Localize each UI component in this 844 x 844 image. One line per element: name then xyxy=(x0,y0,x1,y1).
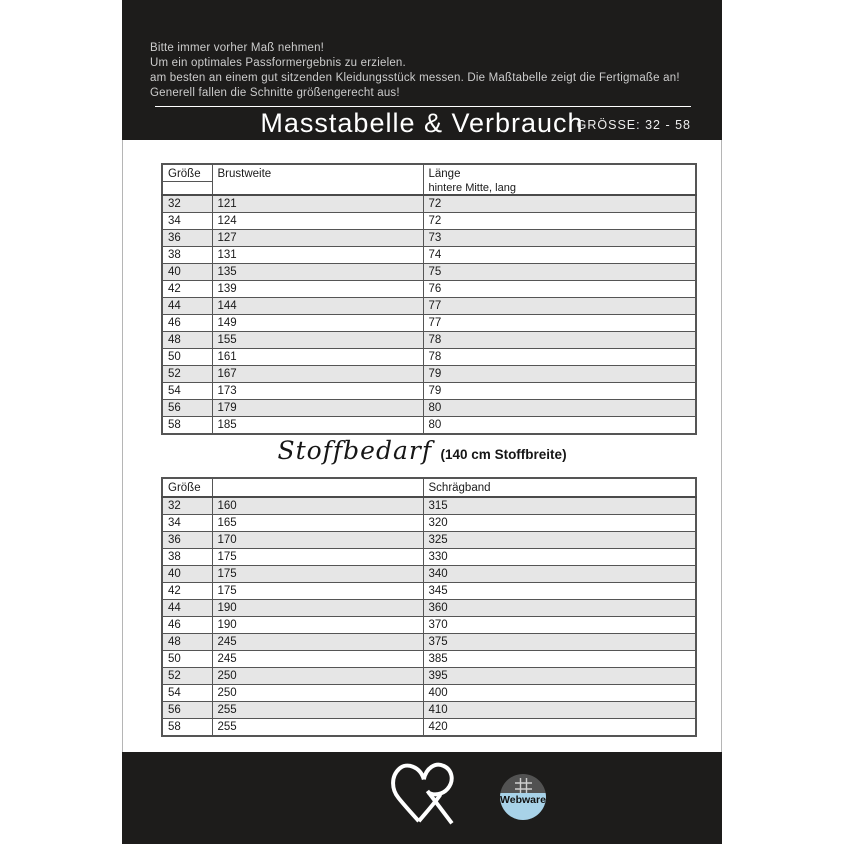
table-cell: 320 xyxy=(423,515,696,532)
table-cell: 40 xyxy=(162,566,212,583)
table-row xyxy=(162,668,696,685)
measurement-table-body xyxy=(162,195,696,434)
table-cell: 250 xyxy=(212,668,423,685)
table-cell: 155 xyxy=(212,332,423,349)
measurement-table-header-row xyxy=(162,164,696,195)
column-header-bias-tape: Schrägband xyxy=(423,478,696,497)
table-cell: 46 xyxy=(162,617,212,634)
table-cell: 58 xyxy=(162,417,212,435)
size-range-label: GRÖSSE: 32 - 58 xyxy=(576,118,691,132)
table-cell: 48 xyxy=(162,332,212,349)
table-cell: 40 xyxy=(162,264,212,281)
table-cell: 250 xyxy=(212,685,423,702)
fabric-section-script-title: Stoffbedarf xyxy=(277,436,433,465)
fabric-section-title xyxy=(123,436,721,465)
table-cell: 131 xyxy=(212,247,423,264)
table-cell: 160 xyxy=(212,497,423,515)
table-cell: 190 xyxy=(212,600,423,617)
table-cell: 370 xyxy=(423,617,696,634)
table-row xyxy=(162,281,696,298)
table-cell: 175 xyxy=(212,583,423,600)
table-cell: 36 xyxy=(162,532,212,549)
table-cell: 144 xyxy=(212,298,423,315)
table-cell: 149 xyxy=(212,315,423,332)
note-line: Generell fallen die Schnitte größengerecht aus! xyxy=(150,87,400,99)
table-row xyxy=(162,515,696,532)
measurement-notes xyxy=(150,41,680,101)
table-cell: 385 xyxy=(423,651,696,668)
table-cell: 77 xyxy=(423,298,696,315)
webware-badge xyxy=(500,774,546,820)
table-cell: 139 xyxy=(212,281,423,298)
column-header-length xyxy=(423,164,696,195)
table-row xyxy=(162,583,696,600)
table-cell: 179 xyxy=(212,400,423,417)
table-cell: 74 xyxy=(423,247,696,264)
table-cell: 127 xyxy=(212,230,423,247)
table-cell: 42 xyxy=(162,281,212,298)
table-cell: 73 xyxy=(423,230,696,247)
table-cell: 54 xyxy=(162,685,212,702)
table-cell: 170 xyxy=(212,532,423,549)
table-cell: 32 xyxy=(162,195,212,213)
table-cell: 52 xyxy=(162,668,212,685)
table-row xyxy=(162,634,696,651)
table-cell: 80 xyxy=(423,417,696,435)
table-row xyxy=(162,651,696,668)
table-cell: 56 xyxy=(162,400,212,417)
table-row xyxy=(162,702,696,719)
footer-bar xyxy=(122,752,722,844)
table-row xyxy=(162,383,696,400)
table-row xyxy=(162,349,696,366)
table-row xyxy=(162,264,696,281)
table-row xyxy=(162,298,696,315)
table-row xyxy=(162,497,696,515)
table-cell: 135 xyxy=(212,264,423,281)
table-cell: 124 xyxy=(212,213,423,230)
table-row xyxy=(162,600,696,617)
header-bar xyxy=(122,0,722,140)
fabric-table xyxy=(161,477,697,737)
table-row xyxy=(162,549,696,566)
title-bar xyxy=(122,108,722,140)
fabric-table-header-row xyxy=(162,478,696,497)
table-cell: 175 xyxy=(212,566,423,583)
table-cell: 34 xyxy=(162,515,212,532)
table-cell: 76 xyxy=(423,281,696,298)
page-title: Masstabelle & Verbrauch xyxy=(260,108,584,138)
table-cell: 50 xyxy=(162,349,212,366)
page-body xyxy=(122,140,722,752)
table-cell: 46 xyxy=(162,315,212,332)
table-cell: 78 xyxy=(423,332,696,349)
table-cell: 77 xyxy=(423,315,696,332)
table-cell: 44 xyxy=(162,600,212,617)
table-cell: 255 xyxy=(212,719,423,737)
column-header-length-line2: hintere Mitte, lang xyxy=(428,182,516,194)
column-header-length-line1: Länge xyxy=(428,168,461,180)
column-header-empty xyxy=(212,478,423,497)
table-cell: 48 xyxy=(162,634,212,651)
column-header-size-label: Größe xyxy=(163,165,212,182)
table-cell: 245 xyxy=(212,634,423,651)
table-cell: 44 xyxy=(162,298,212,315)
table-row xyxy=(162,617,696,634)
table-cell: 325 xyxy=(423,532,696,549)
header-divider xyxy=(155,106,691,107)
table-cell: 245 xyxy=(212,651,423,668)
table-row xyxy=(162,230,696,247)
table-cell: 340 xyxy=(423,566,696,583)
table-row xyxy=(162,315,696,332)
fabric-hash-icon xyxy=(515,778,532,793)
table-row xyxy=(162,195,696,213)
table-cell: 173 xyxy=(212,383,423,400)
table-cell: 360 xyxy=(423,600,696,617)
table-cell: 32 xyxy=(162,497,212,515)
table-cell: 42 xyxy=(162,583,212,600)
table-cell: 315 xyxy=(423,497,696,515)
table-cell: 255 xyxy=(212,702,423,719)
table-cell: 165 xyxy=(212,515,423,532)
table-cell: 56 xyxy=(162,702,212,719)
table-row xyxy=(162,417,696,435)
table-row xyxy=(162,213,696,230)
table-cell: 54 xyxy=(162,383,212,400)
table-row xyxy=(162,247,696,264)
table-cell: 50 xyxy=(162,651,212,668)
table-row xyxy=(162,566,696,583)
table-cell: 72 xyxy=(423,213,696,230)
fabric-table-body xyxy=(162,497,696,736)
table-cell: 161 xyxy=(212,349,423,366)
table-cell: 72 xyxy=(423,195,696,213)
table-cell: 36 xyxy=(162,230,212,247)
table-row xyxy=(162,400,696,417)
table-cell: 75 xyxy=(423,264,696,281)
table-row xyxy=(162,719,696,737)
table-cell: 38 xyxy=(162,549,212,566)
table-cell: 121 xyxy=(212,195,423,213)
table-cell: 80 xyxy=(423,400,696,417)
table-cell: 34 xyxy=(162,213,212,230)
table-cell: 79 xyxy=(423,366,696,383)
note-line: Um ein optimales Passformergebnis zu erzielen. xyxy=(150,57,406,69)
table-row xyxy=(162,685,696,702)
table-row xyxy=(162,532,696,549)
table-cell: 175 xyxy=(212,549,423,566)
table-cell: 400 xyxy=(423,685,696,702)
table-cell: 78 xyxy=(423,349,696,366)
column-header-size: Größe xyxy=(162,478,212,497)
table-cell: 395 xyxy=(423,668,696,685)
table-cell: 58 xyxy=(162,719,212,737)
table-cell: 167 xyxy=(212,366,423,383)
note-line: am besten an einem gut sitzenden Kleidungsstück messen. Die Maßtabelle zeigt die Fertigmaße an! xyxy=(150,72,680,84)
table-cell: 330 xyxy=(423,549,696,566)
table-cell: 79 xyxy=(423,383,696,400)
heart-k-logo-icon xyxy=(390,760,462,832)
table-cell: 345 xyxy=(423,583,696,600)
column-header-bust: Brustweite xyxy=(212,164,423,195)
webware-badge-label: Webware xyxy=(500,793,546,820)
column-header-size xyxy=(162,164,212,195)
webware-badge-top xyxy=(500,774,546,793)
note-line: Bitte immer vorher Maß nehmen! xyxy=(150,42,325,54)
fabric-section-subtitle: (140 cm Stoffbreite) xyxy=(440,447,567,462)
table-row xyxy=(162,332,696,349)
table-cell: 52 xyxy=(162,366,212,383)
table-cell: 420 xyxy=(423,719,696,737)
table-cell: 375 xyxy=(423,634,696,651)
table-cell: 38 xyxy=(162,247,212,264)
measurement-table xyxy=(161,163,697,435)
table-cell: 410 xyxy=(423,702,696,719)
table-cell: 185 xyxy=(212,417,423,435)
table-cell: 190 xyxy=(212,617,423,634)
table-row xyxy=(162,366,696,383)
